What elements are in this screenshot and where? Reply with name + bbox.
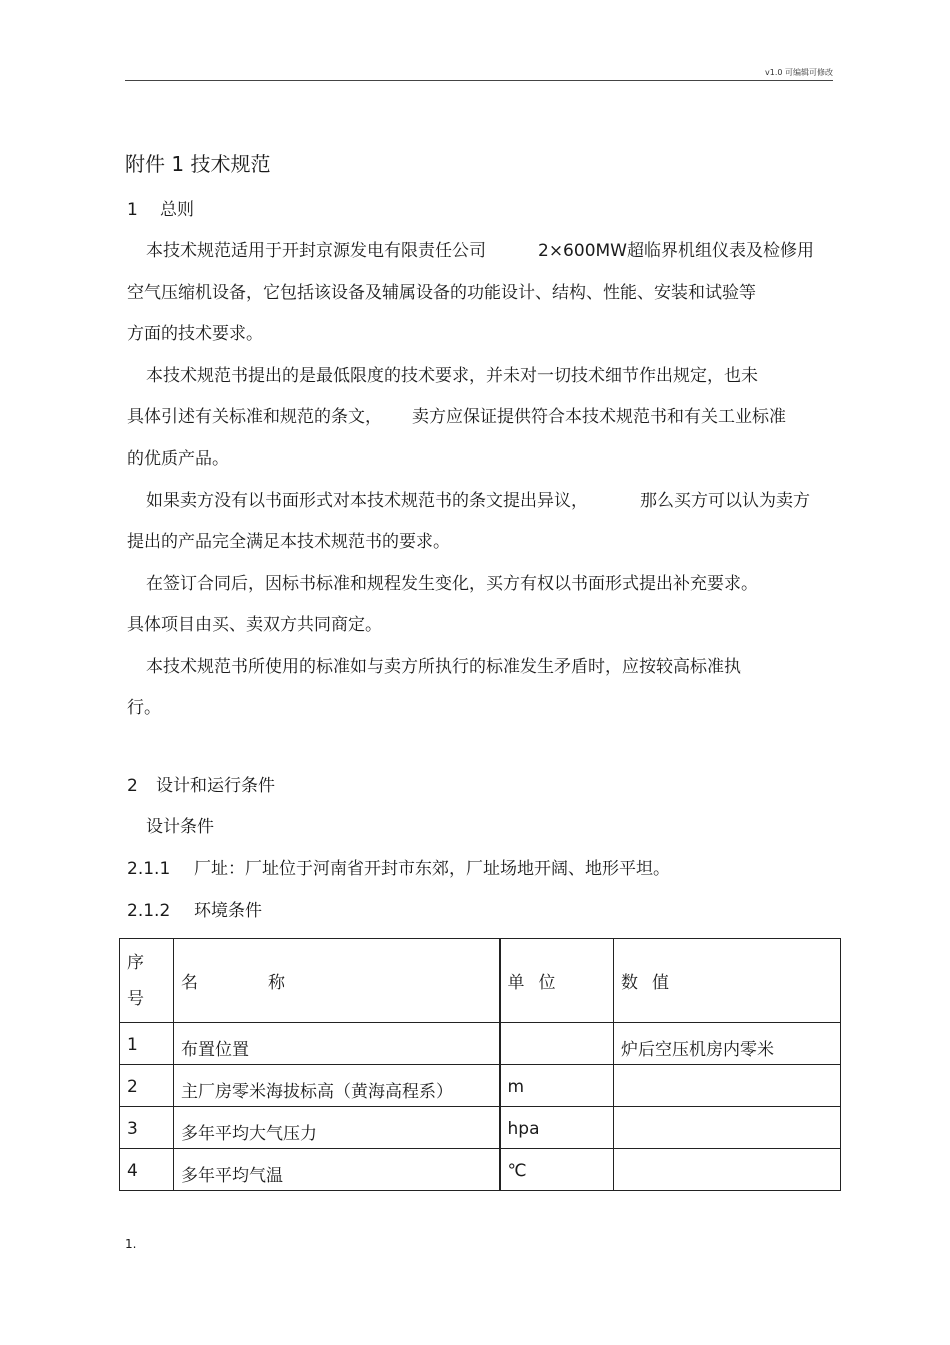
table-row (120, 1023, 841, 1065)
cell-unit: hpa (500, 1107, 614, 1149)
section-2-title: 设计和运行条件 (156, 776, 275, 796)
section-2-1-2-number: 2.1.2 (127, 901, 171, 921)
cell-value (614, 1107, 841, 1149)
table-row (120, 1149, 841, 1191)
header-name: 名 称 (174, 939, 500, 1023)
para-3-line-1a: 如果卖方没有以书面形式对本技术规范书的条文提出异议， (146, 491, 588, 511)
para-2-line-2b: 卖方应保证提供符合本技术规范书和有关工业标准 (412, 407, 786, 427)
header-version-text: v1.0 可编辑可修改 (765, 68, 833, 77)
para-1-line-1a: 本技术规范适用于开封京源发电有限责任公司 (146, 241, 486, 261)
section-2-1-1-text: 厂址：厂址位于河南省开封市东郊，厂址场地开阔、地形平坦。 (194, 859, 670, 879)
cell-unit (500, 1023, 614, 1065)
para-5-line-1: 本技术规范书所使用的标准如与卖方所执行的标准发生矛盾时，应按较高标准执 (146, 657, 741, 677)
table-header-row (120, 939, 841, 1023)
section-1-title: 总则 (160, 200, 194, 220)
header-seq: 序号 (120, 939, 174, 1023)
table-row (120, 1107, 841, 1149)
cell-name: 主厂房零米海拔标高（黄海高程系） (174, 1065, 500, 1107)
header-rule (125, 80, 833, 81)
page-number: 1. (125, 1237, 137, 1251)
section-1-number: 1 (127, 200, 138, 220)
para-1-line-1b: 2×600MW超临界机组仪表及检修用 (538, 241, 814, 261)
cell-value: 炉后空压机房内零米 (614, 1023, 841, 1065)
cell-unit: ℃ (500, 1149, 614, 1191)
header-unit: 单 位 (500, 939, 614, 1023)
cell-seq: 3 (120, 1107, 174, 1149)
para-5-line-2: 行。 (127, 698, 161, 718)
document-title: 附件 1 技术规范 (125, 152, 271, 176)
section-2-number: 2 (127, 776, 138, 796)
cell-unit: m (500, 1065, 614, 1107)
para-4-line-1: 在签订合同后，因标书标准和规程发生变化，买方有权以书面形式提出补充要求。 (146, 574, 758, 594)
para-4-line-2: 具体项目由买、卖双方共同商定。 (127, 615, 382, 635)
section-2-1-2-title: 环境条件 (194, 901, 262, 921)
cell-name: 多年平均大气压力 (174, 1107, 500, 1149)
para-1-line-3: 方面的技术要求。 (127, 324, 263, 344)
environment-conditions-table (119, 938, 841, 1191)
para-2-line-2a: 具体引述有关标准和规范的条文， (127, 407, 382, 427)
cell-seq: 4 (120, 1149, 174, 1191)
para-2-line-1: 本技术规范书提出的是最低限度的技术要求，并未对一切技术细节作出规定，也未 (146, 366, 758, 386)
cell-seq: 2 (120, 1065, 174, 1107)
table-row (120, 1065, 841, 1107)
cell-value (614, 1065, 841, 1107)
section-2-1-1-number: 2.1.1 (127, 859, 171, 879)
cell-name: 布置位置 (174, 1023, 500, 1065)
para-2-line-3: 的优质产品。 (127, 449, 229, 469)
cell-value (614, 1149, 841, 1191)
para-3-line-2: 提出的产品完全满足本技术规范书的要求。 (127, 532, 450, 552)
header-value: 数 值 (614, 939, 841, 1023)
para-1-line-2: 空气压缩机设备，它包括该设备及辅属设备的功能设计、结构、性能、安装和试验等 (127, 283, 756, 303)
section-2-1-title: 设计条件 (146, 817, 214, 837)
cell-name: 多年平均气温 (174, 1149, 500, 1191)
cell-seq: 1 (120, 1023, 174, 1065)
para-3-line-1b: 那么买方可以认为卖方 (640, 491, 810, 511)
